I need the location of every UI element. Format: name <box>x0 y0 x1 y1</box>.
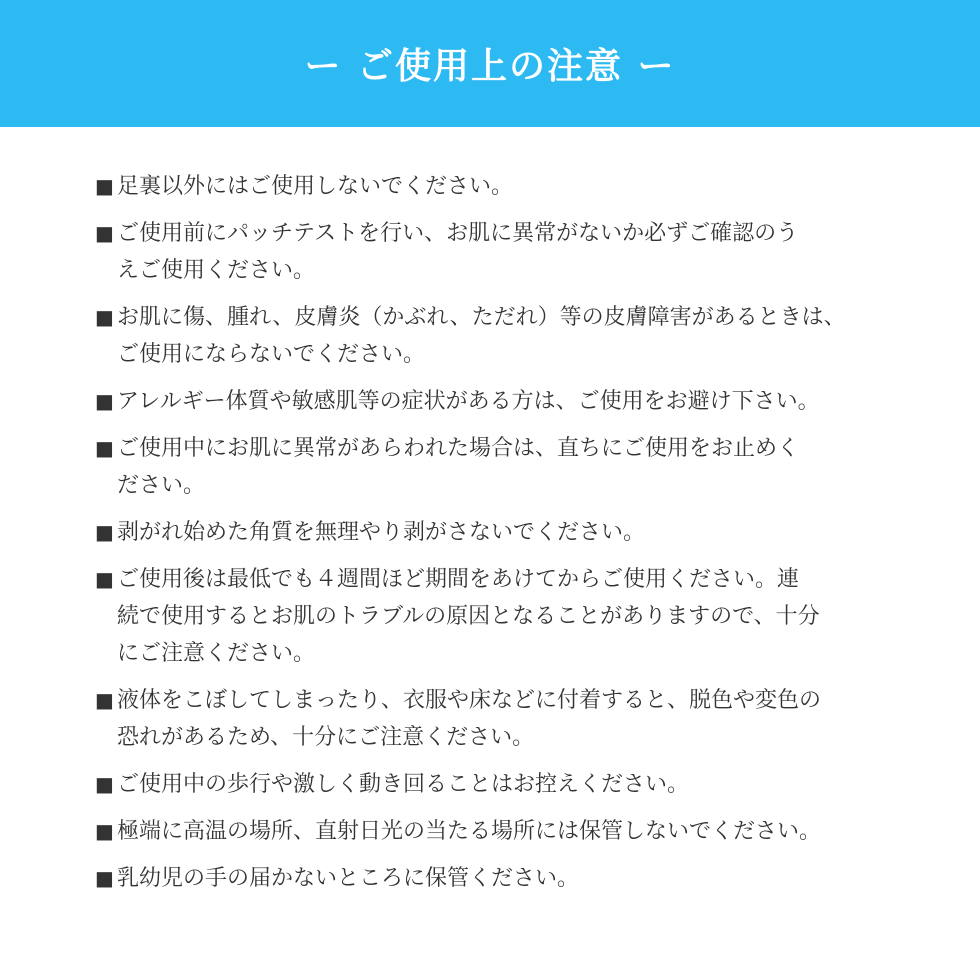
bullet-icon: ■ <box>95 819 114 843</box>
notice-item-6 <box>95 514 905 551</box>
notice-item-8 <box>95 682 905 756</box>
notice-text: ご使用後は最低でも４週間ほど期間をあけてからご使用ください。連 続で使用するとお肌のトラブルの原因となることがありますので、十分 にご注意ください。 <box>117 567 820 666</box>
bullet-icon: ■ <box>95 221 114 245</box>
notice-text: 極端に高温の場所、直射日光の当たる場所には保管しないでください。 <box>117 819 822 844</box>
bullet-icon: ■ <box>95 520 114 544</box>
notice-item-3 <box>95 299 905 373</box>
page-title: ー ご使用上の注意 ー <box>304 46 676 87</box>
bullet-icon: ■ <box>95 866 114 890</box>
bullet-icon: ■ <box>95 174 114 198</box>
notice-text: 足裏以外にはご使用しないでください。 <box>117 174 514 199</box>
notice-item-1 <box>95 168 905 205</box>
bullet-icon: ■ <box>95 305 114 329</box>
notice-text: ご使用中の歩行や激しく動き回ることはお控えください。 <box>117 772 690 797</box>
notice-text: 乳幼児の手の届かないところに保管ください。 <box>117 866 580 891</box>
notice-text: ご使用中にお肌に異常があらわれた場合は、直ちにご使用をお止めく ださい。 <box>117 436 800 498</box>
bullet-icon: ■ <box>95 772 114 796</box>
notice-item-7 <box>95 561 905 672</box>
notice-item-9 <box>95 766 905 803</box>
notice-text: 剥がれ始めた角質を無理やり剥がさないでください。 <box>117 520 646 545</box>
notice-item-5 <box>95 430 905 504</box>
header-banner <box>0 0 980 127</box>
notice-text: アレルギー体質や敏感肌等の症状がある方は、ご使用をお避け下さい。 <box>117 389 820 414</box>
notice-item-11 <box>95 860 905 897</box>
notice-text: お肌に傷、腫れ、皮膚炎（かぶれ、ただれ）等の皮膚障害があるときは、 ご使用にならないでください。 <box>117 305 846 367</box>
notice-item-2 <box>95 215 905 289</box>
notice-item-4 <box>95 383 905 420</box>
bullet-icon: ■ <box>95 688 114 712</box>
notice-text: 液体をこぼしてしまったり、衣服や床などに付着すると、脱色や変色の 恐れがあるため、十分にご注意ください。 <box>117 688 822 750</box>
bullet-icon: ■ <box>95 567 114 591</box>
notice-list <box>95 168 905 907</box>
notice-item-10 <box>95 813 905 850</box>
bullet-icon: ■ <box>95 436 114 460</box>
notice-text: ご使用前にパッチテストを行い、お肌に異常がないか必ずご確認のう えご使用ください。 <box>117 221 799 283</box>
bullet-icon: ■ <box>95 389 114 413</box>
